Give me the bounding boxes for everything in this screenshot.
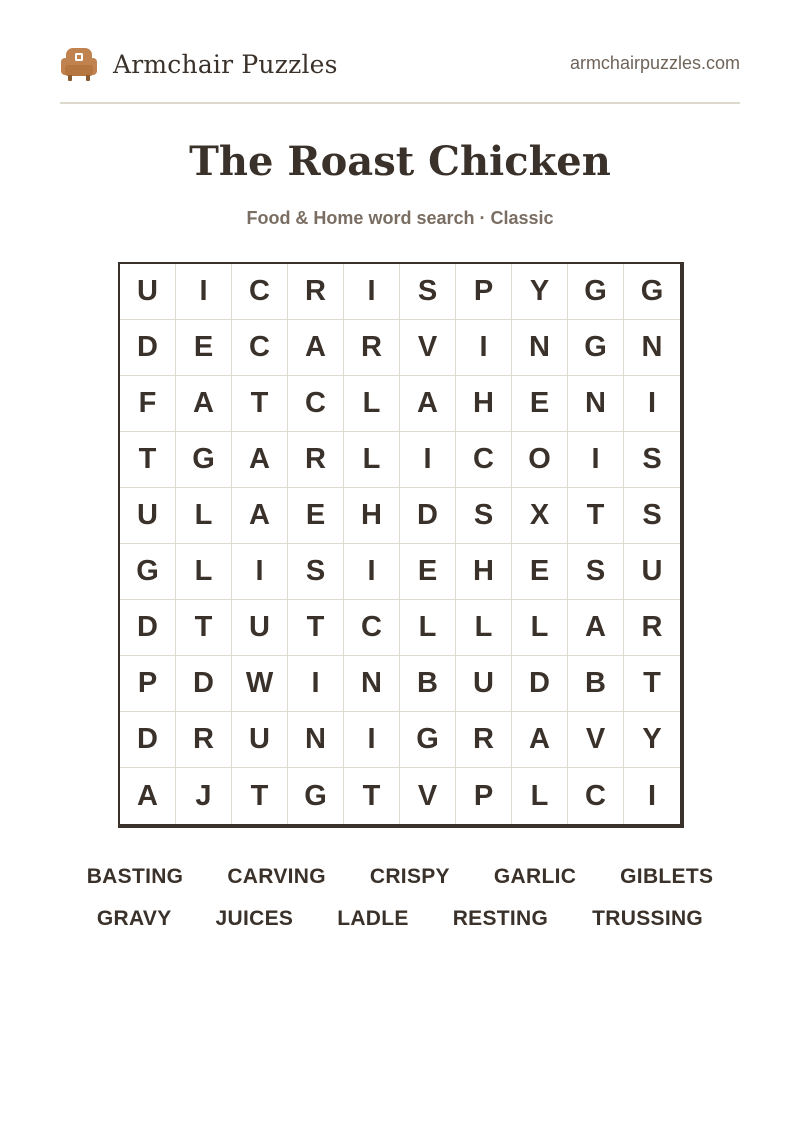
grid-cell[interactable]: C [288, 376, 344, 432]
grid-cell[interactable]: N [344, 656, 400, 712]
grid-cell[interactable]: E [512, 544, 568, 600]
grid-cell[interactable]: S [624, 432, 680, 488]
grid-cell[interactable]: T [232, 768, 288, 824]
grid-cell[interactable]: R [288, 432, 344, 488]
word-list-item: GIBLETS [620, 865, 714, 888]
grid-cell[interactable]: G [624, 264, 680, 320]
grid-cell[interactable]: T [120, 432, 176, 488]
grid-cell[interactable]: D [512, 656, 568, 712]
grid-cell[interactable]: I [344, 712, 400, 768]
grid-cell[interactable]: P [120, 656, 176, 712]
grid-cell[interactable]: V [400, 320, 456, 376]
word-list [60, 856, 740, 940]
grid-cell[interactable]: U [232, 712, 288, 768]
grid-cell[interactable]: C [344, 600, 400, 656]
grid-cell[interactable]: A [400, 376, 456, 432]
grid-cell[interactable]: X [512, 488, 568, 544]
word-list-row [60, 856, 740, 898]
grid-cell[interactable]: D [120, 600, 176, 656]
grid-cell[interactable]: C [232, 320, 288, 376]
grid-cell[interactable]: A [120, 768, 176, 824]
grid-cell[interactable]: E [512, 376, 568, 432]
grid-cell[interactable]: L [400, 600, 456, 656]
grid-cell[interactable]: A [288, 320, 344, 376]
grid-cell[interactable]: I [624, 376, 680, 432]
grid-cell[interactable]: U [120, 488, 176, 544]
grid-cell[interactable]: L [344, 376, 400, 432]
grid-cell[interactable]: C [568, 768, 624, 824]
grid-cell[interactable]: D [120, 712, 176, 768]
grid-cell[interactable]: G [568, 264, 624, 320]
grid-cell[interactable]: H [456, 376, 512, 432]
armchair-icon [60, 45, 98, 83]
grid-cell[interactable]: A [512, 712, 568, 768]
grid-cell[interactable]: U [232, 600, 288, 656]
brand[interactable] [60, 42, 338, 86]
grid-cell[interactable]: L [176, 488, 232, 544]
grid-cell[interactable]: I [647, 779, 657, 812]
grid-cell[interactable]: I [344, 544, 400, 600]
grid-cell[interactable]: H [344, 488, 400, 544]
grid-cell[interactable]: L [512, 600, 568, 656]
grid-cell[interactable]: A [232, 432, 288, 488]
grid-cell[interactable]: S [624, 488, 680, 544]
grid-cell[interactable]: R [344, 320, 400, 376]
word-list-item: JUICES [215, 907, 294, 930]
grid-cell[interactable]: O [512, 432, 568, 488]
grid-cell[interactable]: H [456, 544, 512, 600]
grid-cell[interactable]: F [120, 376, 176, 432]
grid-cell[interactable]: G [176, 432, 232, 488]
grid-cell[interactable]: R [176, 712, 232, 768]
grid-cell[interactable]: S [456, 488, 512, 544]
brand-name: Armchair Puzzles [113, 49, 338, 79]
grid-cell[interactable]: R [624, 600, 680, 656]
header-divider [60, 102, 740, 104]
grid-cell[interactable]: L [512, 768, 568, 824]
word-list-item: RESTING [452, 907, 549, 930]
grid-cell[interactable]: N [624, 320, 680, 376]
grid-cell[interactable]: P [456, 264, 512, 320]
grid-cell[interactable]: A [232, 488, 288, 544]
grid-cell[interactable]: E [400, 544, 456, 600]
grid-cell[interactable]: C [232, 264, 288, 320]
grid-cell[interactable]: A [568, 600, 624, 656]
word-search-grid [118, 262, 684, 828]
grid-cell[interactable]: V [400, 768, 456, 824]
grid-cell[interactable]: L [344, 432, 400, 488]
grid-cell[interactable]: V [568, 712, 624, 768]
word-list-item: GARLIC [493, 865, 577, 888]
grid-cell[interactable]: R [456, 712, 512, 768]
grid-cell[interactable]: R [288, 264, 344, 320]
puzzle-subtitle: Food & Home word search · Classic [246, 208, 554, 228]
grid-cell[interactable]: I [456, 320, 512, 376]
word-list-item: LADLE [337, 907, 409, 930]
grid-cell[interactable]: S [568, 544, 624, 600]
letter-grid [120, 264, 680, 824]
grid-cell[interactable]: T [232, 376, 288, 432]
word-list-item: BASTING [86, 865, 184, 888]
grid-cell[interactable]: A [176, 376, 232, 432]
grid-cell[interactable]: D [400, 488, 456, 544]
grid-cell[interactable]: I [400, 432, 456, 488]
page-header [60, 42, 740, 86]
grid-cell[interactable]: T [288, 600, 344, 656]
grid-cell[interactable]: N [568, 376, 624, 432]
grid-cell[interactable]: I [176, 264, 232, 320]
grid-cell[interactable]: W [232, 656, 288, 712]
grid-cell[interactable]: C [456, 432, 512, 488]
grid-cell[interactable]: S [288, 544, 344, 600]
grid-cell[interactable]: B [568, 656, 624, 712]
grid-cell[interactable]: G [120, 544, 176, 600]
grid-cell[interactable]: N [288, 712, 344, 768]
grid-cell[interactable]: G [288, 768, 344, 824]
grid-cell[interactable]: G [400, 712, 456, 768]
grid-cell[interactable]: T [344, 768, 400, 824]
word-list-item: GRAVY [96, 907, 172, 930]
puzzle-title: The Roast Chicken [189, 138, 611, 185]
grid-cell[interactable]: G [568, 320, 624, 376]
grid-cell[interactable]: B [400, 656, 456, 712]
grid-cell[interactable]: P [456, 768, 512, 824]
grid-cell[interactable]: J [176, 768, 232, 824]
word-list-item: CARVING [227, 865, 326, 888]
grid-cell[interactable]: L [456, 600, 512, 656]
word-list-item: TRUSSING [592, 907, 704, 930]
grid-cell[interactable]: I [344, 264, 400, 320]
grid-cell[interactable]: I [232, 544, 288, 600]
grid-cell[interactable]: L [176, 544, 232, 600]
grid-cell[interactable]: T [624, 656, 680, 712]
grid-cell[interactable]: I [568, 432, 624, 488]
grid-cell[interactable]: E [288, 488, 344, 544]
site-url-link[interactable]: armchairpuzzles.com [569, 53, 740, 73]
grid-cell[interactable]: U [624, 544, 680, 600]
grid-cell[interactable]: Y [512, 264, 568, 320]
grid-cell[interactable]: N [512, 320, 568, 376]
grid-cell[interactable]: Y [624, 712, 680, 768]
grid-cell[interactable]: U [120, 264, 176, 320]
grid-cell[interactable]: E [176, 320, 232, 376]
grid-cell[interactable]: D [120, 320, 176, 376]
grid-cell[interactable]: I [288, 656, 344, 712]
word-list-item: CRISPY [369, 865, 450, 888]
grid-cell[interactable]: U [456, 656, 512, 712]
grid-cell[interactable]: T [568, 488, 624, 544]
grid-cell[interactable]: T [176, 600, 232, 656]
grid-cell[interactable]: D [176, 656, 232, 712]
grid-cell[interactable]: S [400, 264, 456, 320]
word-list-row [60, 898, 740, 940]
